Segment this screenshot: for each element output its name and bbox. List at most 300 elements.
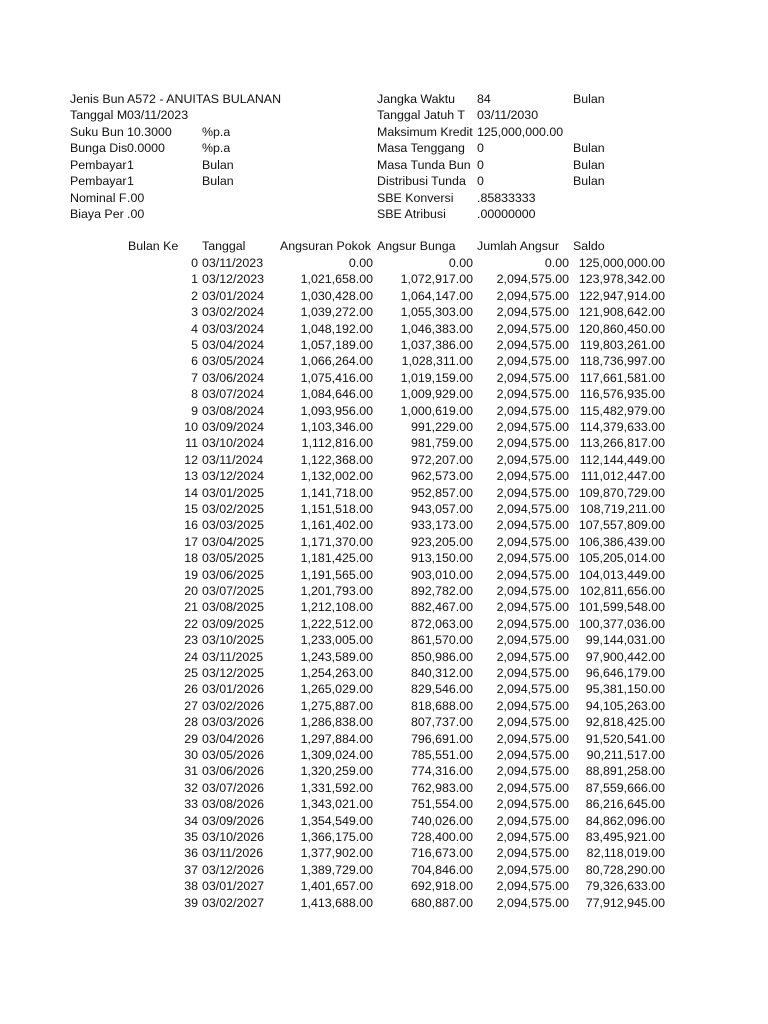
cell-tanggal: 03/03/2026 (202, 715, 265, 730)
field-unit-distribusi-tunda: Bulan (573, 174, 605, 188)
cell-jumlah-angsur: 2,094,575.00 (496, 502, 569, 516)
cell-angsuran-pokok: 1,201,793.00 (300, 584, 373, 598)
field-value-suku-bunga: 10.3000 (127, 125, 172, 139)
cell-saldo: 115,482,979.00 (579, 403, 665, 418)
cell-tanggal: 03/04/2025 (202, 534, 265, 549)
cell-jumlah-angsur: 2,094,575.00 (496, 370, 569, 385)
table-row (0, 813, 768, 829)
field-label-pembayaran-2: Pembayar (70, 174, 127, 188)
field-unit-suku-bunga: %p.a (202, 125, 231, 139)
cell-tanggal: 03/12/2023 (202, 272, 265, 287)
field-value-pembayaran-2: 1 (127, 174, 134, 188)
cell-bulan-ke: 23 (184, 633, 198, 648)
cell-angsuran-pokok: 1,066,264.00 (300, 354, 373, 369)
table-row (0, 337, 768, 353)
cell-tanggal: 03/01/2026 (202, 682, 265, 697)
cell-saldo: 79,326,633.00 (585, 879, 665, 894)
cell-angsur-bunga: 785,551.00 (410, 748, 473, 762)
cell-saldo: 99,144,031.00 (585, 633, 665, 648)
cell-jumlah-angsur: 2,094,575.00 (496, 780, 569, 795)
field-label-pembayaran-1: Pembayar (70, 158, 127, 172)
cell-angsur-bunga: 981,759.00 (410, 436, 473, 451)
cell-bulan-ke: 35 (184, 830, 198, 844)
cell-saldo: 107,557,809.00 (578, 518, 665, 533)
cell-jumlah-angsur: 2,094,575.00 (496, 731, 569, 746)
cell-angsuran-pokok: 1,343,021.00 (300, 797, 373, 812)
table-row (0, 878, 768, 894)
cell-angsuran-pokok: 1,254,263.00 (300, 666, 373, 680)
table-row (0, 567, 768, 583)
cell-saldo: 94,105,263.00 (585, 698, 665, 713)
cell-jumlah-angsur: 2,094,575.00 (496, 764, 569, 779)
cell-tanggal: 03/07/2025 (202, 584, 265, 598)
cell-angsur-bunga: 740,026.00 (410, 813, 473, 828)
table-row (0, 534, 768, 550)
cell-tanggal: 03/10/2026 (202, 830, 265, 844)
cell-tanggal: 03/03/2024 (202, 321, 265, 336)
cell-tanggal: 03/09/2024 (202, 420, 265, 434)
cell-angsur-bunga: 692,918.00 (410, 879, 473, 894)
table-row (0, 845, 768, 861)
cell-angsuran-pokok: 1,122,368.00 (300, 452, 373, 467)
table-row (0, 468, 768, 484)
field-label-sbe-atribusi: SBE Atribusi (377, 207, 446, 221)
cell-tanggal: 03/06/2024 (202, 370, 265, 385)
field-value-tanggal-mulai: 03/11/2023 (127, 108, 189, 122)
table-row (0, 583, 768, 599)
cell-bulan-ke: 17 (184, 534, 198, 549)
cell-angsur-bunga: 818,688.00 (410, 698, 473, 713)
table-row (0, 304, 768, 320)
cell-bulan-ke: 25 (184, 666, 198, 680)
cell-bulan-ke: 28 (184, 715, 198, 730)
cell-bulan-ke: 19 (184, 567, 198, 582)
table-row (0, 895, 768, 911)
cell-jumlah-angsur: 2,094,575.00 (496, 321, 569, 336)
cell-angsuran-pokok: 1,297,884.00 (300, 731, 373, 746)
cell-saldo: 90,211,517.00 (586, 748, 665, 762)
cell-tanggal: 03/12/2025 (202, 666, 265, 680)
cell-angsur-bunga: 840,312.00 (410, 666, 473, 680)
cell-tanggal: 03/08/2025 (202, 600, 265, 615)
cell-jumlah-angsur: 0.00 (544, 256, 569, 270)
cell-jumlah-angsur: 2,094,575.00 (496, 666, 569, 680)
cell-saldo: 100,377,036.00 (578, 616, 665, 631)
cell-angsuran-pokok: 1,141,718.00 (300, 485, 373, 500)
cell-jumlah-angsur: 2,094,575.00 (496, 879, 569, 894)
cell-angsuran-pokok: 0.00 (348, 256, 373, 270)
table-row (0, 698, 768, 714)
cell-bulan-ke: 18 (184, 551, 198, 566)
cell-saldo: 101,599,548.00 (578, 600, 665, 615)
cell-tanggal: 03/04/2026 (202, 731, 265, 746)
cell-angsuran-pokok: 1,103,346.00 (300, 420, 373, 434)
cell-angsur-bunga: 796,691.00 (410, 731, 473, 746)
cell-angsur-bunga: 807,737.00 (410, 715, 473, 730)
cell-angsuran-pokok: 1,275,887.00 (300, 698, 373, 713)
cell-bulan-ke: 22 (184, 616, 198, 631)
cell-tanggal: 03/12/2024 (202, 469, 265, 484)
cell-angsuran-pokok: 1,112,816.00 (301, 436, 373, 451)
table-row (0, 517, 768, 533)
field-value-masa-tenggang: 0 (477, 141, 484, 155)
cell-tanggal: 03/10/2024 (202, 436, 265, 451)
field-unit-masa-tenggang: Bulan (573, 141, 605, 155)
cell-angsur-bunga: 882,467.00 (410, 600, 473, 615)
cell-tanggal: 03/02/2026 (202, 698, 265, 713)
table-row (0, 353, 768, 369)
cell-bulan-ke: 5 (191, 338, 198, 352)
cell-angsur-bunga: 1,064,147.00 (400, 288, 473, 303)
cell-jumlah-angsur: 2,094,575.00 (496, 797, 569, 812)
field-label-masa-tunda-bunga: Masa Tunda Bun (377, 158, 471, 172)
column-header-angsur-bunga: Angsur Bunga (377, 239, 456, 253)
cell-jumlah-angsur: 2,094,575.00 (496, 518, 569, 533)
field-unit-pembayaran-2: Bulan (202, 174, 234, 188)
cell-jumlah-angsur: 2,094,575.00 (496, 846, 569, 861)
cell-angsur-bunga: 0.00 (448, 256, 473, 270)
cell-saldo: 117,661,581.00 (579, 370, 665, 385)
field-label-biaya: Biaya Per (70, 207, 124, 221)
cell-tanggal: 03/01/2024 (202, 288, 265, 303)
field-label-tanggal-jatuh-tempo: Tanggal Jatuh T (377, 108, 465, 122)
field-value-maksimum-kredit: 125,000,000.00 (477, 125, 564, 139)
cell-angsuran-pokok: 1,331,592.00 (300, 780, 373, 795)
cell-bulan-ke: 26 (184, 682, 198, 697)
table-row (0, 681, 768, 697)
cell-tanggal: 03/04/2024 (202, 338, 265, 352)
cell-angsur-bunga: 913,150.00 (410, 551, 473, 566)
table-row (0, 403, 768, 419)
field-value-sbe-konversi: .85833333 (477, 191, 536, 205)
cell-angsur-bunga: 1,000,619.00 (400, 403, 473, 418)
cell-angsuran-pokok: 1,075,416.00 (300, 370, 373, 385)
table-row (0, 780, 768, 796)
cell-bulan-ke: 34 (184, 813, 198, 828)
cell-angsur-bunga: 962,573.00 (410, 469, 473, 484)
cell-angsur-bunga: 1,046,383.00 (400, 321, 473, 336)
cell-saldo: 118,736,997.00 (579, 354, 665, 369)
cell-saldo: 105,205,014.00 (578, 551, 665, 566)
cell-tanggal: 03/01/2025 (202, 485, 265, 500)
cell-angsur-bunga: 1,009,929.00 (400, 387, 473, 402)
cell-angsuran-pokok: 1,222,512.00 (300, 616, 373, 631)
cell-saldo: 80,728,290.00 (585, 862, 665, 877)
cell-angsuran-pokok: 1,389,729.00 (300, 862, 373, 877)
cell-angsur-bunga: 1,055,303.00 (400, 305, 473, 320)
cell-saldo: 88,891,258.00 (585, 764, 665, 779)
cell-angsuran-pokok: 1,084,646.00 (300, 387, 373, 402)
cell-angsur-bunga: 972,207.00 (410, 452, 473, 467)
column-header-jumlah-angsur: Jumlah Angsur (477, 239, 559, 253)
cell-jumlah-angsur: 2,094,575.00 (496, 452, 569, 467)
cell-tanggal: 03/02/2024 (202, 305, 265, 320)
table-row (0, 255, 768, 271)
cell-angsuran-pokok: 1,048,192.00 (300, 321, 373, 336)
cell-bulan-ke: 31 (184, 764, 198, 779)
table-row (0, 862, 768, 878)
cell-tanggal: 03/11/2025 (202, 649, 264, 664)
cell-jumlah-angsur: 2,094,575.00 (496, 584, 569, 598)
cell-angsur-bunga: 923,205.00 (410, 534, 473, 549)
cell-jumlah-angsur: 2,094,575.00 (496, 813, 569, 828)
cell-angsur-bunga: 680,887.00 (410, 895, 473, 910)
cell-bulan-ke: 3 (191, 305, 198, 320)
cell-saldo: 122,947,914.00 (578, 288, 665, 303)
cell-angsuran-pokok: 1,039,272.00 (300, 305, 373, 320)
cell-jumlah-angsur: 2,094,575.00 (496, 715, 569, 730)
cell-saldo: 119,803,261.00 (579, 338, 665, 352)
column-header-angsuran-pokok: Angsuran Pokok (280, 239, 371, 253)
cell-saldo: 120,860,450.00 (578, 321, 665, 336)
table-row (0, 599, 768, 615)
cell-tanggal: 03/06/2026 (202, 764, 265, 779)
cell-angsur-bunga: 1,028,311.00 (401, 354, 473, 369)
cell-bulan-ke: 24 (184, 649, 198, 664)
cell-saldo: 91,520,541.00 (585, 731, 665, 746)
cell-jumlah-angsur: 2,094,575.00 (496, 534, 569, 549)
cell-bulan-ke: 11 (185, 436, 198, 451)
table-row (0, 370, 768, 386)
cell-jumlah-angsur: 2,094,575.00 (496, 436, 569, 451)
cell-bulan-ke: 15 (184, 502, 198, 516)
cell-saldo: 123,978,342.00 (578, 272, 665, 287)
cell-bulan-ke: 32 (184, 780, 198, 795)
cell-bulan-ke: 8 (191, 387, 198, 402)
cell-jumlah-angsur: 2,094,575.00 (496, 649, 569, 664)
cell-jumlah-angsur: 2,094,575.00 (496, 698, 569, 713)
table-row (0, 435, 768, 451)
field-value-jenis-bunga: A572 - ANUITAS BULANAN (127, 92, 282, 106)
table-row (0, 419, 768, 435)
cell-angsuran-pokok: 1,286,838.00 (300, 715, 373, 730)
field-unit-jangka-waktu: Bulan (573, 92, 605, 106)
cell-tanggal: 03/02/2027 (202, 895, 265, 910)
field-label-distribusi-tunda: Distribusi Tunda (377, 174, 466, 188)
cell-jumlah-angsur: 2,094,575.00 (496, 748, 569, 762)
field-value-sbe-atribusi: .00000000 (477, 207, 536, 221)
cell-saldo: 97,900,442.00 (585, 649, 665, 664)
cell-angsuran-pokok: 1,057,189.00 (300, 338, 373, 352)
column-header-tanggal: Tanggal (202, 239, 246, 253)
cell-saldo: 86,216,645.00 (585, 797, 665, 812)
field-value-jangka-waktu: 84 (477, 92, 491, 106)
cell-jumlah-angsur: 2,094,575.00 (496, 551, 569, 566)
cell-angsuran-pokok: 1,377,902.00 (300, 846, 373, 861)
cell-bulan-ke: 29 (184, 731, 198, 746)
cell-angsur-bunga: 774,316.00 (410, 764, 473, 779)
cell-bulan-ke: 12 (184, 452, 198, 467)
cell-angsur-bunga: 933,173.00 (410, 518, 473, 533)
field-label-jangka-waktu: Jangka Waktu (377, 92, 456, 106)
cell-jumlah-angsur: 2,094,575.00 (496, 338, 569, 352)
cell-saldo: 116,576,935.00 (579, 387, 665, 402)
cell-saldo: 113,266,817.00 (579, 436, 665, 451)
cell-tanggal: 03/09/2026 (202, 813, 265, 828)
field-label-nominal: Nominal F (70, 191, 127, 205)
cell-angsur-bunga: 861,570.00 (410, 633, 473, 648)
cell-saldo: 112,144,449.00 (579, 452, 665, 467)
column-header-saldo: Saldo (573, 239, 605, 253)
cell-angsuran-pokok: 1,191,565.00 (300, 567, 373, 582)
cell-bulan-ke: 4 (191, 321, 198, 336)
cell-bulan-ke: 13 (184, 469, 198, 484)
cell-angsur-bunga: 903,010.00 (410, 567, 473, 582)
cell-jumlah-angsur: 2,094,575.00 (496, 830, 569, 844)
field-label-masa-tenggang: Masa Tenggang (377, 141, 465, 155)
cell-bulan-ke: 7 (191, 370, 198, 385)
cell-tanggal: 03/07/2024 (202, 387, 265, 402)
cell-angsur-bunga: 943,057.00 (410, 502, 473, 516)
cell-saldo: 104,013,449.00 (578, 567, 665, 582)
cell-saldo: 121,908,642.00 (578, 305, 665, 320)
cell-bulan-ke: 36 (184, 846, 198, 861)
cell-saldo: 87,559,666.00 (585, 780, 665, 795)
cell-jumlah-angsur: 2,094,575.00 (496, 272, 569, 287)
cell-saldo: 95,381,150.00 (585, 682, 665, 697)
cell-angsuran-pokok: 1,171,370.00 (300, 534, 373, 549)
cell-jumlah-angsur: 2,094,575.00 (496, 895, 569, 910)
cell-jumlah-angsur: 2,094,575.00 (496, 305, 569, 320)
field-value-distribusi-tunda: 0 (477, 174, 484, 188)
cell-saldo: 125,000,000.00 (578, 256, 665, 270)
cell-bulan-ke: 9 (191, 403, 198, 418)
cell-angsuran-pokok: 1,243,589.00 (300, 649, 373, 664)
table-row (0, 747, 768, 763)
cell-angsuran-pokok: 1,309,024.00 (300, 748, 373, 762)
cell-angsur-bunga: 728,400.00 (410, 830, 473, 844)
cell-angsuran-pokok: 1,132,002.00 (300, 469, 373, 484)
cell-angsuran-pokok: 1,151,518.00 (300, 502, 373, 516)
cell-angsur-bunga: 716,673.00 (410, 846, 473, 861)
field-value-pembayaran-1: 1 (127, 158, 134, 172)
table-row (0, 763, 768, 779)
cell-tanggal: 03/05/2026 (202, 748, 265, 762)
table-row (0, 731, 768, 747)
cell-tanggal: 03/08/2026 (202, 797, 265, 812)
cell-saldo: 114,379,633.00 (579, 420, 665, 434)
table-row (0, 501, 768, 517)
cell-tanggal: 03/11/2024 (202, 452, 264, 467)
cell-angsuran-pokok: 1,021,658.00 (300, 272, 373, 287)
cell-saldo: 83,495,921.00 (585, 830, 665, 844)
table-row (0, 649, 768, 665)
cell-angsuran-pokok: 1,233,005.00 (300, 633, 373, 648)
cell-tanggal: 03/08/2024 (202, 403, 265, 418)
cell-angsur-bunga: 991,229.00 (410, 420, 473, 434)
cell-saldo: 108,719,211.00 (579, 502, 665, 516)
cell-jumlah-angsur: 2,094,575.00 (496, 354, 569, 369)
field-label-maksimum-kredit: Maksimum Kredit (377, 125, 473, 139)
cell-tanggal: 03/05/2025 (202, 551, 265, 566)
cell-saldo: 82,118,019.00 (586, 846, 665, 861)
cell-angsuran-pokok: 1,366,175.00 (300, 830, 373, 844)
table-row (0, 714, 768, 730)
cell-tanggal: 03/01/2027 (202, 879, 265, 894)
cell-tanggal: 03/06/2025 (202, 567, 265, 582)
field-value-biaya: .00 (127, 207, 145, 221)
cell-saldo: 92,818,425.00 (585, 715, 665, 730)
field-value-masa-tunda-bunga: 0 (477, 158, 484, 172)
field-value-nominal: .00 (127, 191, 145, 205)
column-header-bulan-ke: Bulan Ke (128, 239, 179, 253)
cell-saldo: 77,912,945.00 (585, 895, 665, 910)
cell-bulan-ke: 37 (184, 862, 198, 877)
cell-tanggal: 03/11/2023 (202, 256, 264, 270)
cell-jumlah-angsur: 2,094,575.00 (496, 485, 569, 500)
cell-angsuran-pokok: 1,181,425.00 (300, 551, 373, 566)
cell-angsur-bunga: 850,986.00 (410, 649, 473, 664)
table-row (0, 288, 768, 304)
table-row (0, 616, 768, 632)
table-row (0, 829, 768, 845)
cell-bulan-ke: 1 (191, 272, 198, 287)
cell-bulan-ke: 20 (184, 584, 198, 598)
cell-jumlah-angsur: 2,094,575.00 (496, 288, 569, 303)
cell-saldo: 111,012,447.00 (580, 469, 665, 484)
cell-bulan-ke: 14 (184, 485, 198, 500)
cell-angsur-bunga: 751,554.00 (410, 797, 473, 812)
cell-jumlah-angsur: 2,094,575.00 (496, 387, 569, 402)
table-row (0, 796, 768, 812)
table-row (0, 632, 768, 648)
cell-bulan-ke: 0 (191, 256, 198, 270)
cell-bulan-ke: 38 (184, 879, 198, 894)
cell-angsuran-pokok: 1,161,402.00 (300, 518, 373, 533)
table-row (0, 452, 768, 468)
cell-jumlah-angsur: 2,094,575.00 (496, 862, 569, 877)
cell-bulan-ke: 16 (184, 518, 198, 533)
cell-jumlah-angsur: 2,094,575.00 (496, 403, 569, 418)
cell-angsur-bunga: 1,037,386.00 (400, 338, 473, 352)
cell-angsuran-pokok: 1,093,956.00 (300, 403, 373, 418)
field-unit-bunga-diskon: %p.a (202, 141, 231, 155)
field-unit-masa-tunda-bunga: Bulan (573, 158, 605, 172)
table-row (0, 485, 768, 501)
cell-jumlah-angsur: 2,094,575.00 (496, 469, 569, 484)
cell-angsuran-pokok: 1,354,549.00 (300, 813, 373, 828)
cell-tanggal: 03/10/2025 (202, 633, 265, 648)
table-row (0, 271, 768, 287)
cell-angsuran-pokok: 1,320,259.00 (300, 764, 373, 779)
cell-angsuran-pokok: 1,030,428.00 (300, 288, 373, 303)
cell-angsuran-pokok: 1,212,108.00 (300, 600, 373, 615)
cell-angsur-bunga: 952,857.00 (410, 485, 473, 500)
cell-jumlah-angsur: 2,094,575.00 (496, 567, 569, 582)
cell-angsur-bunga: 892,782.00 (410, 584, 473, 598)
cell-tanggal: 03/07/2026 (202, 780, 265, 795)
cell-jumlah-angsur: 2,094,575.00 (496, 633, 569, 648)
table-row (0, 321, 768, 337)
cell-angsur-bunga: 1,072,917.00 (400, 272, 473, 287)
field-label-tanggal-mulai: Tanggal M (70, 108, 127, 122)
field-unit-pembayaran-1: Bulan (202, 158, 234, 172)
cell-saldo: 102,811,656.00 (579, 584, 665, 598)
cell-bulan-ke: 30 (184, 748, 198, 762)
cell-tanggal: 03/12/2026 (202, 862, 265, 877)
cell-jumlah-angsur: 2,094,575.00 (496, 420, 569, 434)
cell-tanggal: 03/09/2025 (202, 616, 265, 631)
cell-bulan-ke: 2 (191, 288, 198, 303)
cell-bulan-ke: 27 (184, 698, 198, 713)
table-row (0, 550, 768, 566)
field-label-jenis-bunga: Jenis Bun (70, 92, 125, 106)
field-label-suku-bunga: Suku Bun (70, 125, 124, 139)
cell-saldo: 84,862,096.00 (585, 813, 665, 828)
cell-jumlah-angsur: 2,094,575.00 (496, 682, 569, 697)
cell-angsuran-pokok: 1,413,688.00 (300, 895, 373, 910)
table-row (0, 386, 768, 402)
